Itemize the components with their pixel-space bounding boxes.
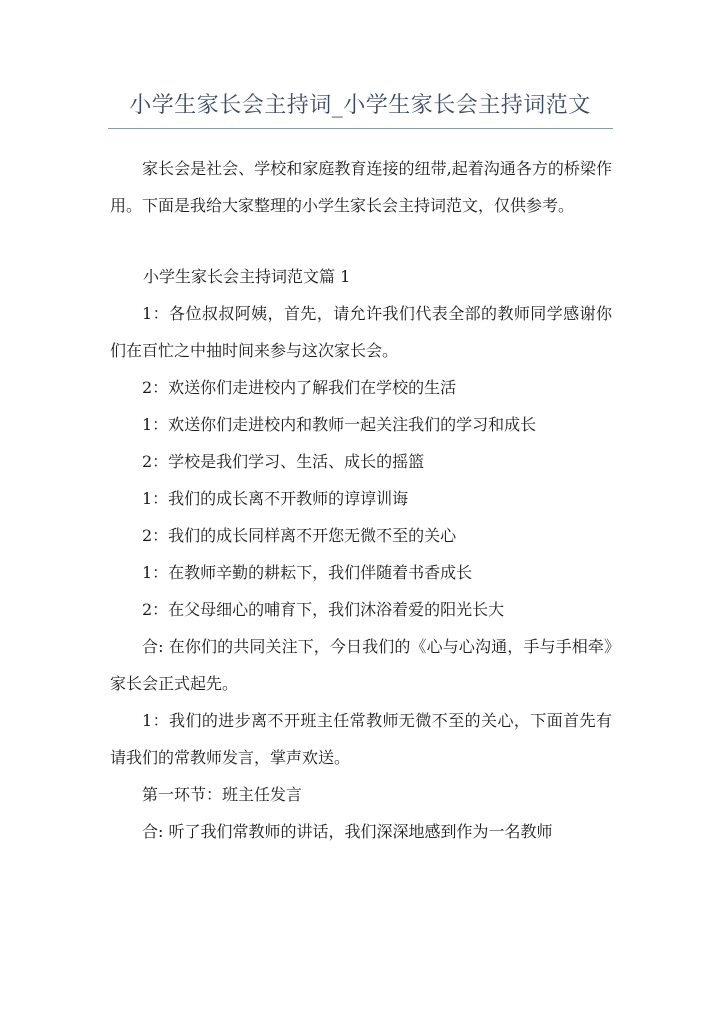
body-paragraph: 1：我们的成长离不开教师的谆谆训诲 (142, 489, 409, 508)
section-heading: 小学生家长会主持词范文篇 1 (143, 267, 351, 286)
body-paragraph: 合: 听了我们常教师的讲话，我们深深地感到作为一名教师 (142, 822, 553, 841)
body-paragraph: 2：学校是我们学习、生活、成长的摇篮 (142, 452, 425, 471)
body-paragraph: 2：我们的成长同样离不开您无微不至的关心 (142, 526, 457, 545)
document-title: 小学生家长会主持词_小学生家长会主持词范文 (129, 93, 591, 118)
body-paragraph: 1：各位叔叔阿姨，首先，请允许我们代表全部的教师同学感谢你们在百忙之中抽时间来参与这次家长会。 (110, 304, 612, 360)
title-divider (108, 128, 613, 129)
body-paragraph: 1：我们的进步离不开班主任常教师无微不至的关心，下面首先有请我们的常教师发言，掌声欢送。 (110, 711, 612, 767)
body-paragraph: 1：在教师辛勤的耕耘下，我们伴随着书香成长 (142, 563, 473, 582)
body-paragraph: 合: 在你们的共同关注下，今日我们的《心与心沟通，手与手相牵》家长会正式起先。 (110, 637, 612, 693)
document-body (110, 150, 612, 850)
body-paragraph: 1：欢送你们走进校内和教师一起关注我们的学习和成长 (142, 415, 537, 434)
body-paragraph: 2：在父母细心的哺育下，我们沐浴着爱的阳光长大 (142, 600, 505, 619)
body-paragraph: 第一环节：班主任发言 (142, 785, 303, 804)
body-paragraph: 2：欢送你们走进校内了解我们在学校的生活 (142, 378, 457, 397)
intro-paragraph: 家长会是社会、学校和家庭教育连接的纽带,起着沟通各方的桥梁作用。下面是我给大家整理的小学生家长会主持词范文，仅供参考。 (110, 159, 612, 215)
